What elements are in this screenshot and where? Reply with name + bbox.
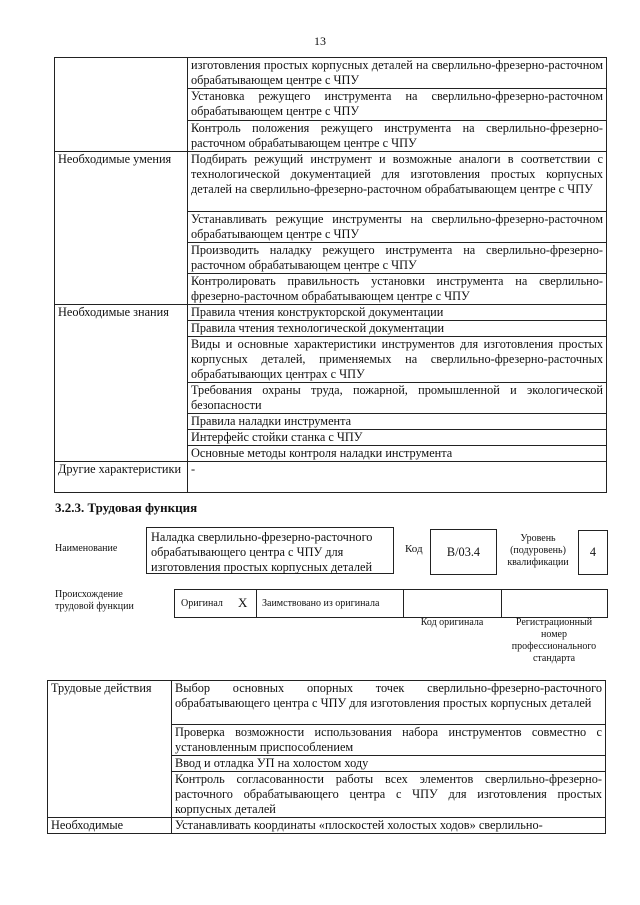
- skills-label: Необходимые умения: [55, 152, 188, 305]
- origin-table: [174, 589, 608, 618]
- level-label: Уровень (подуровень) квалификации: [507, 533, 569, 568]
- table-cell: Правила чтения технологической документации: [188, 321, 607, 337]
- section-title: 3.2.3. Трудовая функция: [55, 500, 198, 515]
- borrowed-label: Заимствовано из оригинала: [262, 598, 380, 609]
- original-mark: X: [238, 595, 248, 610]
- level-value-box: 4: [578, 530, 608, 575]
- table-cell: Ввод и отладка УП на холостом ходу: [172, 756, 606, 772]
- code-value-box: В/03.4: [430, 529, 497, 575]
- table-cell: Устанавливать координаты «плоскостей холостых ходов» сверлильно-: [172, 818, 606, 834]
- function-name-box: Наладка сверлильно-фрезерно-расточного обрабатывающего центра с ЧПУ для изготовления простых корпусных деталей: [146, 527, 394, 574]
- divider: [403, 590, 404, 617]
- table-cell: Производить наладку режущего инструмента на сверлильно-фрезерно-расточном обрабатывающем центре с ЧПУ: [188, 243, 607, 274]
- table-cell: Виды и основные характеристики инструментов для изготовления простых корпусных деталей, применяемых на сверлильно-фрезерно-расточных обрабатывающих центрах с ЧПУ: [188, 337, 607, 383]
- table-label-cell: [55, 58, 188, 152]
- labor-actions-label: Трудовые действия: [48, 681, 172, 818]
- table-cell: -: [188, 462, 607, 493]
- table-cell: Выбор основных опорных точек сверлильно-фрезерно-расточного обрабатывающего центра с ЧПУ для изготовления простых корпусных деталей: [172, 681, 606, 725]
- table-cell: Проверка возможности использования набора инструментов совместно с установленным приспособлением: [172, 725, 606, 756]
- knowledge-label: Необходимые знания: [55, 305, 188, 462]
- code-label: Код: [405, 543, 423, 555]
- page-number: 13: [314, 34, 326, 48]
- name-label: Наименование: [55, 543, 118, 554]
- table-cell: Требования охраны труда, пожарной, промышленной и экологической безопасности: [188, 383, 607, 414]
- table-cell: Основные методы контроля наладки инструмента: [188, 446, 607, 462]
- labor-actions-table: [47, 680, 606, 834]
- divider: [256, 590, 257, 617]
- table-cell: Интерфейс стойки станка с ЧПУ: [188, 430, 607, 446]
- table-cell: Подбирать режущий инструмент и возможные аналоги в соответствии с технологической документацией для изготовления простых корпусных деталей на сверлильно-фрезерно-расточном обрабатывающем центре с ЧПУ: [188, 152, 607, 212]
- skills-knowledge-table: [54, 57, 607, 493]
- table-cell: Правила чтения конструкторской документации: [188, 305, 607, 321]
- table-cell: Контроль согласованности работы всех элементов сверлильно-фрезерно-расточного обрабатывающего центра с ЧПУ для изготовления простых корпусных деталей: [172, 772, 606, 818]
- divider: [501, 590, 502, 617]
- required-label: Необходимые: [48, 818, 172, 834]
- table-cell: Правила наладки инструмента: [188, 414, 607, 430]
- table-cell: Установка режущего инструмента на сверлильно-фрезерно-расточном обрабатывающем центре с ЧПУ: [188, 89, 607, 121]
- origin-label: Происхождение трудовой функции: [55, 589, 134, 612]
- reg-number-caption: Регистрационный номер профессионального стандарта: [511, 617, 597, 664]
- table-cell: Контроль положения режущего инструмента на сверлильно-фрезерно-расточном обрабатывающем центре с ЧПУ: [188, 121, 607, 152]
- other-characteristics-label: Другие характеристики: [55, 462, 188, 493]
- table-cell: Контролировать правильность установки инструмента на сверлильно-фрезерно-расточном обрабатывающем центре с ЧПУ: [188, 274, 607, 305]
- original-label: Оригинал: [181, 598, 223, 609]
- code-original-caption: Код оригинала: [420, 617, 484, 628]
- table-cell: изготовления простых корпусных деталей на сверлильно-фрезерно-расточном обрабатывающем центре с ЧПУ: [188, 58, 607, 89]
- table-cell: Устанавливать режущие инструменты на сверлильно-фрезерно-расточном обрабатывающем центре с ЧПУ: [188, 212, 607, 243]
